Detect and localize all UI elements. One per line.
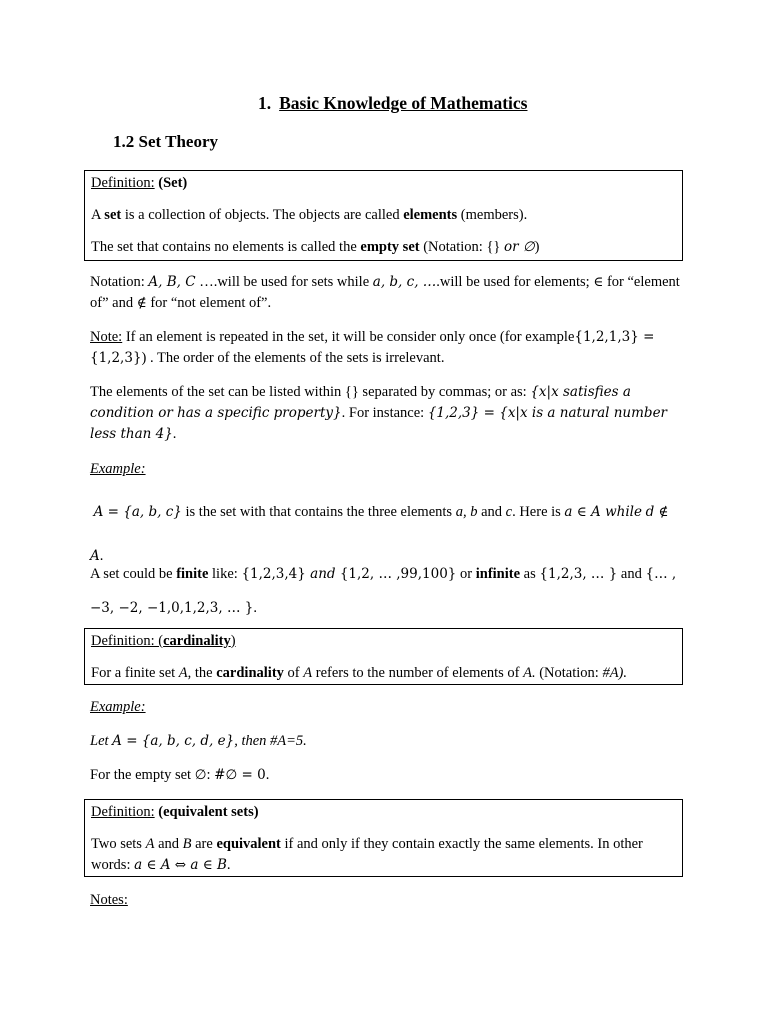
- text-span: for “not element of”.: [146, 295, 272, 311]
- definition-label: Definition:: [91, 175, 155, 191]
- italic-span: a, b: [455, 504, 478, 520]
- bold-term: finite: [176, 566, 209, 582]
- definition-label: Definition: (: [91, 633, 164, 649]
- math-span: {1,2,3,4}: [241, 566, 306, 582]
- example-heading: [90, 459, 680, 480]
- text-span: .: [253, 600, 257, 616]
- text-span: .: [265, 767, 270, 783]
- text-span: for “element of” and: [90, 274, 680, 311]
- text-span: is a collection of objects. The objects are called: [121, 207, 404, 223]
- italic-span: A.: [523, 665, 536, 681]
- text-span: A set could be: [90, 566, 177, 582]
- math-span: #∅ = 0: [214, 767, 266, 783]
- text-span: .: [172, 426, 177, 442]
- italic-span: A: [145, 836, 155, 852]
- definition-label: Definition:: [91, 804, 155, 820]
- text-span: The elements of the set can be listed within {} separated by commas; or as:: [90, 384, 531, 400]
- text-span: .: [99, 548, 104, 564]
- italic-span: B: [182, 836, 192, 852]
- math-span: ∅: [194, 767, 207, 783]
- text-span: as: [520, 566, 540, 582]
- text-span: and: [617, 566, 642, 582]
- text-span: .: [226, 857, 231, 873]
- definition-equivalent-line: [91, 834, 676, 876]
- math-span: {1,2, … ,99,100}: [339, 566, 457, 582]
- definition-term: (equivalent sets): [158, 804, 259, 820]
- math-span: {x|x satisfies a condition or has a specific property}: [90, 384, 631, 421]
- text-span: and: [154, 836, 183, 852]
- empty-set-line: [91, 237, 676, 258]
- math-span: {1,2,1,3} = {1,2,3}: [90, 329, 655, 366]
- text-span: if and only if they contain exactly the same elements. In other words:: [91, 836, 643, 873]
- text-span: and: [477, 504, 506, 520]
- bold-term: empty set: [360, 239, 420, 255]
- math-span: {1,2,3} = {x|x is a natural number less than 4}: [90, 405, 668, 442]
- note-label: Note:: [90, 329, 123, 345]
- italic-span: , then #A=5.: [234, 733, 307, 749]
- math-span: a, b, c, …: [372, 274, 437, 290]
- text-span: For a finite set: [91, 665, 179, 681]
- definition-set-box: [84, 170, 683, 261]
- notation-paragraph: [90, 272, 680, 314]
- chapter-heading: [258, 93, 528, 114]
- text-span: Notation:: [90, 274, 149, 290]
- definition-cardinality-line: [91, 663, 676, 684]
- text-span: . Here is: [512, 504, 565, 520]
- text-span: like:: [208, 566, 242, 582]
- text-span: ….will be used for sets while: [195, 274, 373, 290]
- italic-span: A: [178, 665, 188, 681]
- math-span: d ∉ A: [90, 504, 669, 564]
- definition-cardinality-header: [91, 631, 676, 652]
- math-span: A = {a, b, c}: [93, 504, 182, 520]
- note-paragraph: [90, 327, 680, 369]
- math-span: or ∅: [504, 239, 535, 255]
- notes-label: Notes:: [90, 892, 128, 908]
- text-span: refers to the number of elements of: [312, 665, 524, 681]
- math-span: ∉: [136, 295, 147, 311]
- chapter-number: 1.: [258, 93, 272, 113]
- definition-set-header: [91, 173, 676, 194]
- text-span: ): [230, 633, 236, 649]
- text-span: , the: [187, 665, 217, 681]
- math-span: A = {a, b, c, d, e}: [112, 733, 235, 749]
- italic-span: c: [505, 504, 513, 520]
- notes-heading: [90, 890, 680, 911]
- text-span: If an element is repeated in the set, it will be consider only once (for example: [122, 329, 575, 345]
- text-span: (Notation:: [535, 665, 603, 681]
- math-span: and: [305, 566, 340, 582]
- text-span: :: [206, 767, 215, 783]
- bold-term: cardinality: [216, 665, 284, 681]
- example2-paragraph: [90, 731, 680, 752]
- math-span: ∈: [593, 274, 604, 290]
- italic-span: A: [303, 665, 313, 681]
- bold-term: set: [104, 207, 122, 223]
- text-span: ): [534, 239, 540, 255]
- text-span: (Notation: {}: [419, 239, 504, 255]
- math-span: {1,2,3, … }: [539, 566, 618, 582]
- example2-heading: [90, 697, 680, 718]
- italic-span: #A).: [602, 665, 628, 681]
- text-span: of: [283, 665, 304, 681]
- definition-cardinality-box: [84, 628, 683, 685]
- example-label: Example:: [90, 461, 146, 477]
- chapter-title: Basic Knowledge of Mathematics: [279, 93, 528, 113]
- definition-term: cardinality: [163, 633, 231, 649]
- definition-term: (Set): [158, 175, 188, 191]
- definition-equivalent-header: [91, 802, 676, 823]
- finite-infinite-paragraph: [90, 557, 680, 625]
- text-span: or: [456, 566, 476, 582]
- italic-span: Let: [90, 733, 113, 749]
- text-span: The set that contains no elements is called the: [91, 239, 361, 255]
- bold-term: infinite: [475, 566, 521, 582]
- text-span: For the empty set: [90, 767, 195, 783]
- empty-set-paragraph: [90, 765, 680, 786]
- example-label: Example:: [90, 699, 146, 715]
- definition-set-line: [91, 205, 676, 226]
- set-builder-paragraph: [90, 382, 680, 445]
- math-span: A, B, C: [148, 274, 196, 290]
- text-span: is the set with that contains the three elements: [181, 504, 456, 520]
- text-span: Two sets: [91, 836, 146, 852]
- text-span: (members).: [457, 207, 528, 223]
- math-span: a ∈ A ⇔ a ∈ B: [134, 857, 227, 873]
- text-span: are: [191, 836, 217, 852]
- math-span: {… , −3, −2, −1,0,1,2,3, … }: [90, 566, 677, 616]
- bold-term: equivalent: [216, 836, 281, 852]
- definition-equivalent-box: [84, 799, 683, 877]
- text-span: ) . The order of the elements of the sets is irrelevant.: [141, 350, 445, 366]
- text-span: . For instance:: [341, 405, 428, 421]
- math-span: a ∈ A while: [564, 504, 642, 520]
- text-span: A: [91, 207, 105, 223]
- section-title: 1.2 Set Theory: [113, 132, 218, 151]
- bold-term: elements: [403, 207, 458, 223]
- text-span: .will be used for elements;: [436, 274, 594, 290]
